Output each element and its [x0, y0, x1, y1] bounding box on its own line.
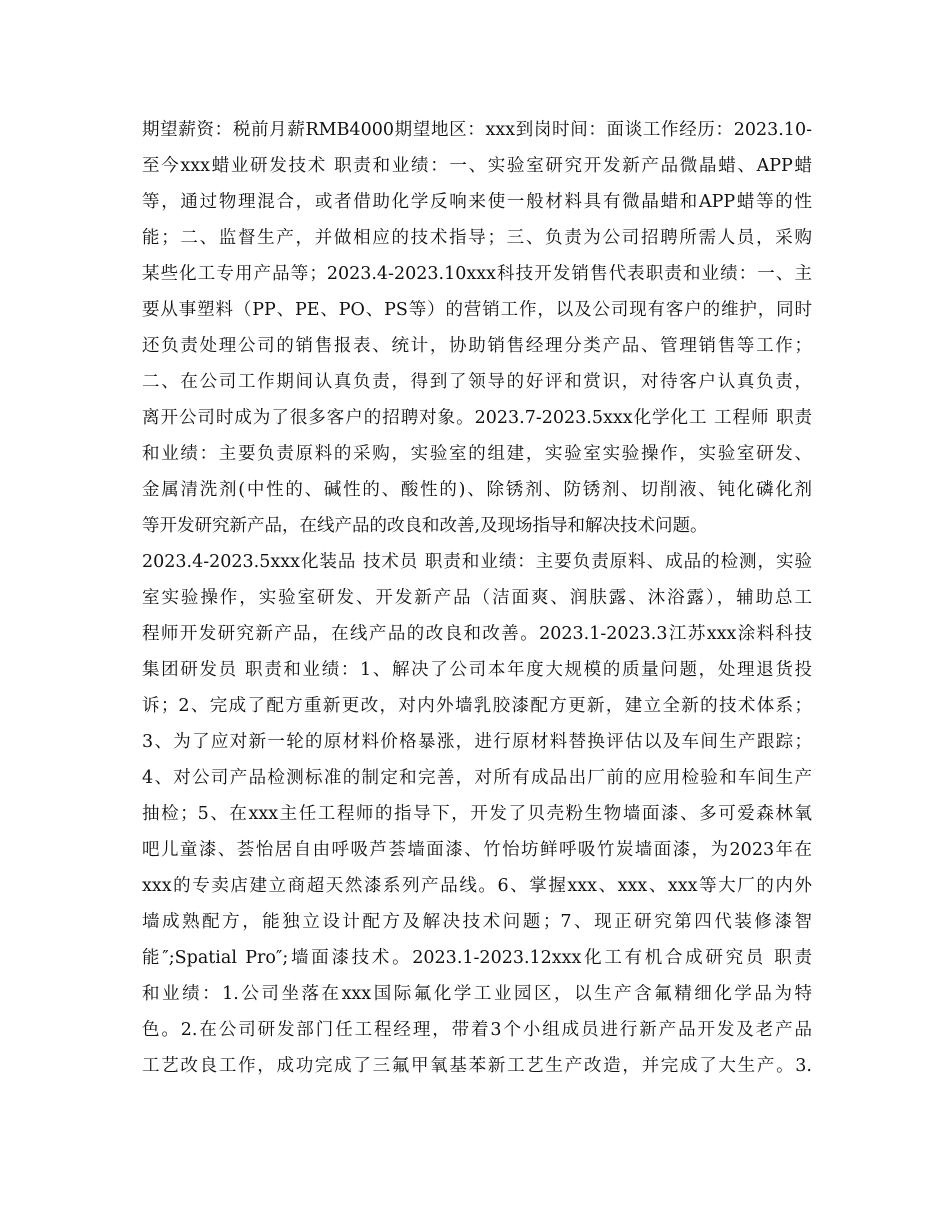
text-line: xxx的专卖店建立商超天然漆系列产品线。6、掌握xxx、xxx、xxx等大厂的内外 — [142, 876, 812, 896]
text-line: 抽检；5、在xxx主任工程师的指导下，开发了贝壳粉生物墙面漆、多可爱森林氧 — [142, 804, 812, 824]
text-line: 离开公司时成为了很多客户的招聘对象。2023.7-2023.5xxx化学化工 工程师 职责 — [142, 408, 812, 428]
text-line: 等，通过物理混合，或者借助化学反响来使一般材料具有微晶蜡和APP蜡等的性 — [142, 192, 812, 212]
text-line: 4、对公司产品检测标准的制定和完善，对所有成品出厂前的应用检验和车间生产 — [142, 768, 812, 788]
text-line: 二、在公司工作期间认真负责，得到了领导的好评和赏识，对待客户认真负责， — [142, 372, 812, 392]
text-line: 金属清洗剂(中性的、碱性的、酸性的)、除锈剂、防锈剂、切削液、钝化磷化剂 — [142, 480, 812, 500]
text-line: 程师开发研究新产品，在线产品的改良和改善。2023.1-2023.3江苏xxx涂料科技 — [142, 624, 812, 644]
text-line: 吧儿童漆、荟怡居自由呼吸芦荟墙面漆、竹怡坊鲜呼吸竹炭墙面漆，为2023年在 — [142, 840, 812, 860]
text-line: 和业绩：主要负责原料的采购，实验室的组建，实验室实验操作，实验室研发、 — [142, 444, 812, 464]
text-line: 墙成熟配方，能独立设计配方及解决技术问题；7、现正研究第四代装修漆智 — [142, 912, 812, 932]
text-line: 室实验操作，实验室研发、开发新产品（洁面爽、润肤露、沐浴露），辅助总工 — [142, 588, 812, 608]
text-line: 色。2.在公司研发部门任工程经理，带着3个小组成员进行新产品开发及老产品 — [142, 1020, 812, 1040]
text-line: 能″;Spatial Pro″;墙面漆技术。2023.1-2023.12xxx化工有机合成研究员 职责 — [142, 948, 812, 968]
text-line: 2023.4-2023.5xxx化装品 技术员 职责和业绩：主要负责原料、成品的检测，实验 — [142, 552, 812, 572]
text-line: 至今xxx蜡业研发技术 职责和业绩：一、实验室研究开发新产品微晶蜡、APP蜡 — [142, 156, 812, 176]
text-line: 和业绩：1.公司坐落在xxx国际氟化学工业园区，以生产含氟精细化学品为特 — [142, 984, 812, 1004]
text-line: 某些化工专用产品等；2023.4-2023.10xxx科技开发销售代表职责和业绩：一、主 — [142, 264, 812, 284]
resume-body-text — [142, 112, 812, 1084]
text-line: 等开发研究新产品，在线产品的改良和改善,及现场指导和解决技术问题。 — [142, 516, 708, 536]
text-line: 还负责处理公司的销售报表、统计，协助销售经理分类产品、管理销售等工作； — [142, 336, 812, 356]
text-line: 工艺改良工作，成功完成了三氟甲氧基苯新工艺生产改造，并完成了大生产。3. — [142, 1056, 812, 1076]
text-line: 诉；2、完成了配方重新更改，对内外墙乳胶漆配方更新，建立全新的技术体系； — [142, 696, 812, 716]
text-line: 集团研发员 职责和业绩：1、解决了公司本年度大规模的质量问题，处理退货投 — [142, 660, 812, 680]
text-line: 要从事塑料（PP、PE、PO、PS等）的营销工作，以及公司现有客户的维护，同时 — [142, 300, 812, 320]
text-line: 期望薪资：税前月薪RMB4000期望地区：xxx到岗时间：面谈工作经历：2023.10- — [142, 120, 812, 140]
text-line: 3、为了应对新一轮的原材料价格暴涨，进行原材料替换评估以及车间生产跟踪； — [142, 732, 812, 752]
text-line: 能；二、监督生产，并做相应的技术指导；三、负责为公司招聘所需人员，采购 — [142, 228, 812, 248]
